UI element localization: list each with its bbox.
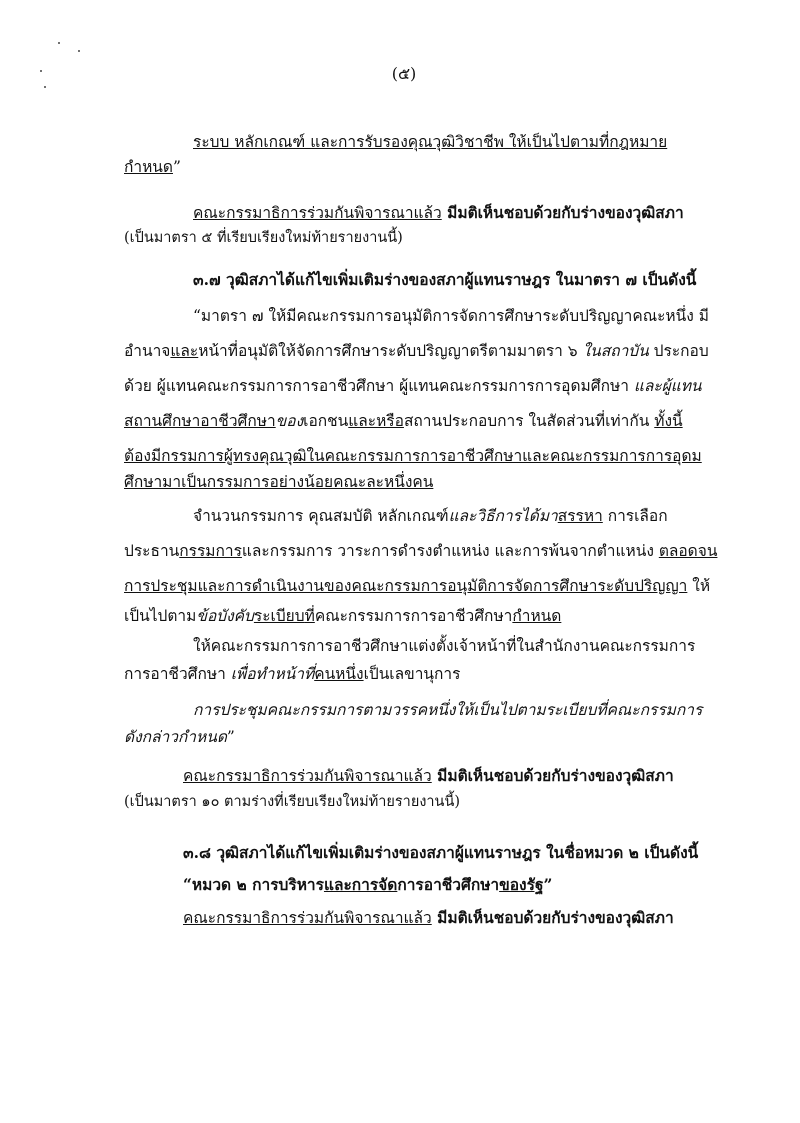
struck-text: และผู้แทน (633, 377, 702, 395)
text: จำนวนกรรมการ คุณสมบัติ หลักเกณฑ์ (193, 507, 449, 525)
text: ให้ (687, 577, 711, 595)
underlined-text: ที่ (304, 607, 315, 625)
underlined-text: สถานศึกษาอาชีวศึกษา (124, 412, 276, 430)
scan-speck (58, 42, 60, 44)
text: สถานประกอบการ ในสัดส่วนที่เท่ากัน (403, 412, 655, 430)
section-heading: ๓.๗ วุฒิสภาได้แก้ไขเพิ่มเติมร่างของสภาผู้แทนราษฎร ในมาตรา ๗ เป็นดังนี้ (193, 270, 697, 289)
text: หน้าที่อนุมัติให้จัดการศึกษาระดับปริญญาตรีตามมาตรา ๖ (198, 342, 583, 360)
closing-quote: ” (543, 875, 553, 894)
text: การอาชีวศึกษา (397, 875, 500, 894)
underlined-line: ต้องมีกรรมการผู้ทรงคุณวุฒิในคณะกรรมการการอาชีวศึกษาและคณะกรรมการการอุดม (124, 447, 702, 465)
resolution-text: มีมติเห็นชอบด้วยกับร่างของวุฒิสภา (441, 203, 684, 222)
text-line: ให้คณะกรรมการการอาชีวศึกษาแต่งตั้งเจ้าหน้าที่ในสำนักงานคณะกรรมการ (193, 637, 696, 655)
struck-text: ของ (275, 412, 304, 430)
underlined-text: และการจัด (323, 875, 398, 894)
struck-text: เพื่อทำหน้าที่ (230, 665, 315, 683)
struck-line: การประชุมคณะกรรมการตามวรรคหนึ่งให้เป็นไปตามระเบียบที่คณะกรรมการ (193, 701, 703, 719)
text-line (124, 411, 683, 431)
scan-speck (44, 86, 46, 88)
committee-phrase: คณะกรรมาธิการร่วมกันพิจารณาแล้ว (183, 909, 432, 927)
committee-resolution (183, 908, 674, 928)
text-line: “มาตรา ๗ ให้มีคณะกรรมการอนุมัติการจัดการศึกษาระดับปริญญาคณะหนึ่ง มี (193, 307, 709, 325)
struck-text: ดังกล่าวกำหนด (124, 728, 227, 746)
text: ประกอบ (648, 342, 709, 360)
text: ด้วย ผู้แทนคณะกรรมการการอาชีวศึกษา ผู้แทนคณะกรรมการการอุดมศึกษา (124, 377, 634, 395)
committee-resolution (193, 203, 684, 223)
underlined-line: ศึกษามาเป็นกรรมการอย่างน้อยคณะละหนึ่งคน (124, 473, 434, 491)
underlined-text: ของรัฐ (499, 875, 544, 894)
closing-quote: ” (172, 158, 181, 176)
underlined-text: กำหนด (124, 158, 173, 176)
underlined-text: สรรหา (557, 507, 603, 525)
page-number: (๕) (391, 64, 417, 83)
text: เอกชน (303, 412, 349, 430)
text-line (124, 341, 709, 361)
text: เป็นไปตาม (124, 607, 197, 625)
resolution-text: มีมติเห็นชอบด้วยกับร่างของวุฒิสภา (431, 766, 674, 785)
text-line (193, 506, 668, 526)
section-note: (เป็นมาตรา ๑๐ ตามร่างที่เรียบเรียงใหม่ท้ายรายงานนี้) (124, 794, 461, 810)
section-heading: ๓.๘ วุฒิสภาได้แก้ไขเพิ่มเติมร่างของสภาผู้แทนราษฎร ในชื่อหมวด ๒ เป็นดังนี้ (183, 843, 699, 862)
underlined-text: การประชุมและการดำเนินงานของคณะกรรมการอนุมัติการจัดการศึกษาระดับปริญญา (124, 577, 688, 595)
section-note: (เป็นมาตรา ๕ ที่เรียบเรียงใหม่ท้ายรายงานนี้) (124, 230, 403, 246)
text: ประธาน (124, 542, 180, 560)
scan-speck (78, 50, 80, 52)
resolution-text: มีมติเห็นชอบด้วยกับร่างของวุฒิสภา (431, 908, 674, 927)
text: อำนาจ (124, 342, 171, 360)
underlined-text: กรรมการ (179, 542, 242, 560)
text-line (124, 376, 702, 396)
underlined-text: ระเบียบ (253, 607, 305, 625)
committee-phrase: คณะกรรมาธิการร่วมกันพิจารณาแล้ว (183, 767, 432, 785)
struck-text: และวิธีการได้มา (448, 507, 558, 525)
underlined-text: ทั้งนี้ (654, 412, 683, 430)
text-line (124, 576, 710, 596)
closing-quote: ” (226, 728, 235, 746)
text: เป็นเลขานุการ (363, 665, 461, 683)
underlined-text: ตลอดจน (658, 542, 718, 560)
text: และกรรมการ วาระการดำรงตำแหน่ง และการพ้นจากตำแหน่ง (241, 542, 659, 560)
text-line (124, 664, 460, 684)
underlined-text: และหรือ (348, 412, 404, 430)
struck-text: ในสถาบัน (582, 342, 649, 360)
underlined-text: และ (170, 342, 199, 360)
text-line (124, 727, 235, 747)
struck-text: ข้อบังคับ (196, 607, 254, 625)
text-line (193, 132, 667, 152)
committee-resolution (183, 766, 674, 786)
underlined-text: ระบบ หลักเกณฑ์ และการรับรองคุณวุฒิวิชาชีพ ให้เป็นไปตามที่กฎหมาย (193, 133, 668, 151)
text: “หมวด ๒ การบริหาร (183, 875, 324, 894)
underlined-text: กำหนด (512, 607, 562, 625)
text: คณะกรรมการการอาชีวศึกษา (314, 607, 513, 625)
text-line (124, 541, 717, 561)
chapter-title (183, 875, 552, 895)
text-line (124, 606, 561, 626)
scan-speck (40, 70, 42, 72)
committee-phrase: คณะกรรมาธิการร่วมกันพิจารณาแล้ว (193, 204, 442, 222)
text: การอาชีวศึกษา (124, 665, 231, 683)
underlined-text: คนหนึ่ง (314, 665, 364, 683)
text: การเลือก (602, 507, 668, 525)
text-line (124, 157, 181, 177)
